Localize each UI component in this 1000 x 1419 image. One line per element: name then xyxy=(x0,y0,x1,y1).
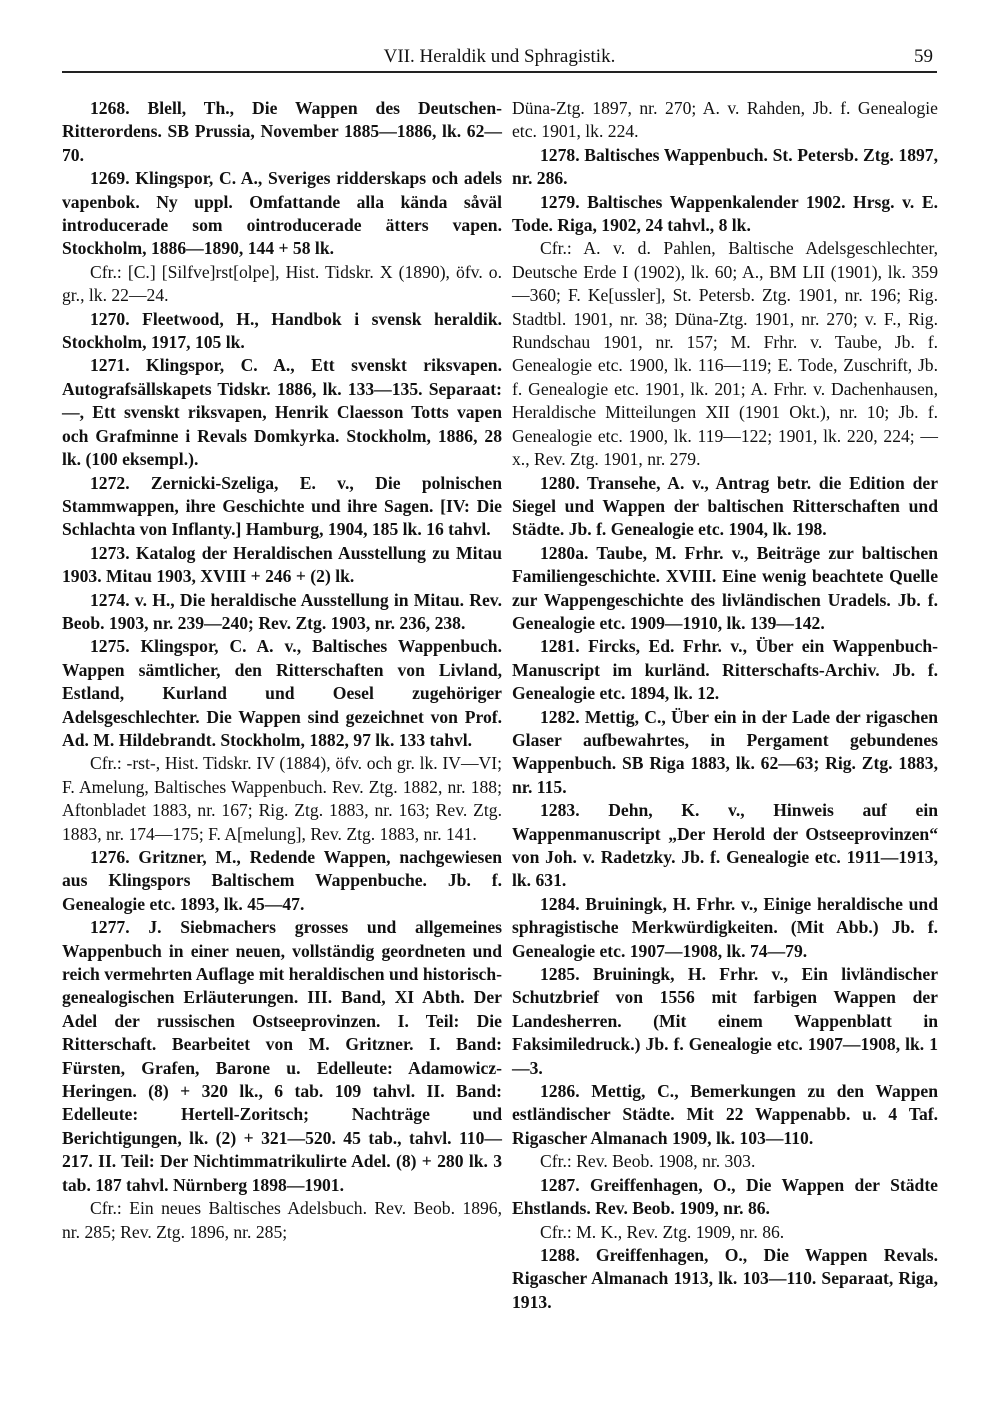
entry-text: 1280a. Taube, M. Frhr. v., Beiträge zur baltischen Familiengeschichte. XVIII. Eine wenig beachtete Quelle zur Wappengeschichte des livländischen Uradels. Jb. f. Genealogie etc. 1909—1910, lk. 139—142. xyxy=(512,542,938,633)
entry-cfr xyxy=(62,752,502,846)
entry-cfr xyxy=(62,1197,502,1244)
cfr-text: Cfr.: M. K., Rev. Ztg. 1909, nr. 86. xyxy=(540,1221,785,1242)
bibliography-entry xyxy=(62,472,502,542)
bibliography-entry xyxy=(62,916,502,1197)
entry-cfr xyxy=(512,1150,938,1173)
bibliography-entry xyxy=(62,846,502,916)
bibliography-entry xyxy=(62,308,502,355)
bibliography-entry xyxy=(62,589,502,636)
entry-text: 1278. Baltisches Wappenbuch. St. Petersb. Ztg. 1897, nr. 286. xyxy=(512,144,938,189)
bibliography-entry xyxy=(512,963,938,1080)
page-number: 59 xyxy=(914,46,933,67)
bibliography-entry xyxy=(62,635,502,752)
entry-text: 1273. Katalog der Heraldischen Ausstellung zu Mitau 1903. Mitau 1903, XVIII + 246 + (2) lk. xyxy=(62,542,502,587)
bibliography-entry xyxy=(512,1174,938,1221)
running-title: VII. Heraldik und Sphragistik. xyxy=(383,46,616,67)
cfr-text: Cfr.: A. v. d. Pahlen, Baltische Adelsgeschlechter, Deutsche Erde I (1902), lk. 60; A., BM LII (1901), lk. 359—360; F. Ke[ussler], St. Petersb. Ztg. 1901, nr. 196; Rig. Stadtbl. 1901, nr. 38; Düna-Ztg. 1901, nr. 270; v. F., Rig. Rundschau 1901, nr. 157; M. Frhr. v. Taube, Jb. f. Genealogie etc. 1900, lk. 116—119; E. Tode, Zuschrift, Jb. f. Genealogie etc. 1901, lk. 201; A. Frhr. v. Dachenhausen, Heraldische Mitteilungen XII (1901 Okt.), nr. 10; Jb. f. Genealogie etc. 1900, lk. 119—122; 1901, lk. 220, 224; —x., Rev. Ztg. 1901, nr. 279. xyxy=(512,238,938,470)
bibliography-entry xyxy=(62,354,502,471)
entry-cfr xyxy=(512,237,938,471)
entry-text: 1283. Dehn, K. v., Hinweis auf ein Wappenmanuscript „Der Herold der Ostseeprovinzen“ von Joh. v. Radetzky. Jb. f. Genealogie etc. 1911—1913, lk. 631. xyxy=(512,800,938,891)
entry-cfr xyxy=(512,1221,938,1244)
left-column xyxy=(62,97,502,1244)
entry-text: 1270. Fleetwood, H., Handbok i svensk heraldik. Stockholm, 1917, 105 lk. xyxy=(62,308,502,353)
bibliography-entry xyxy=(512,893,938,963)
right-column xyxy=(512,97,938,1314)
cfr-text: Cfr.: -rst-, Hist. Tidskr. IV (1884), öfv. och gr. lk. IV—VI; F. Amelung, Baltisches Wappenbuch. Rev. Ztg. 1882, nr. 188; Aftonbladet 1883, nr. 167; Rig. Ztg. 1883, nr. 163; Rev. Ztg. 1883, nr. 174—175; F. A[melung], Rev. Ztg. 1883, nr. 141. xyxy=(62,753,502,844)
cfr-text: Cfr.: Rev. Beob. 1908, nr. 303. xyxy=(540,1151,756,1172)
bibliography-entry xyxy=(512,472,938,542)
entry-text: 1279. Baltisches Wappenkalender 1902. Hrsg. v. E. Tode. Riga, 1902, 24 tahvl., 8 lk. xyxy=(512,191,938,236)
header-rule xyxy=(62,71,937,73)
entry-text: 1276. Gritzner, M., Redende Wappen, nachgewiesen aus Klingspors Baltischem Wappenbuche. Jb. f. Genealogie etc. 1893, lk. 45—47. xyxy=(62,847,502,914)
cfr-text: Cfr.: Ein neues Baltisches Adelsbuch. Rev. Beob. 1896, nr. 285; Rev. Ztg. 1896, nr. 285; xyxy=(62,1198,502,1242)
bibliography-entry xyxy=(62,167,502,261)
entry-text: 1271. Klingspor, C. A., Ett svenskt riksvapen. Autografsällskapets Tidskr. 1886, lk. 133—135. Separaat: —, Ett svenskt riksvapen, Henrik Claesson Totts vapen och Grafminne i Revals Domkyrka. Stockholm, 1886, 28 lk. (100 eksempl.). xyxy=(62,355,502,470)
bibliography-entry xyxy=(512,635,938,705)
entry-text: 1275. Klingspor, C. A. v., Baltisches Wappenbuch. Wappen sämtlicher, den Ritterschaften von Livland, Estland, Kurland und Oesel zugehöriger Adelsgeschlechter. Die Wappen sind gezeichnet von Prof. Ad. M. Hildebrandt. Stockholm, 1882, 97 lk. 133 tahvl. xyxy=(62,636,502,750)
entry-text: 1268. Blell, Th., Die Wappen des Deutschen-Ritterordens. SB Prussia, November 1885—1886, lk. 62—70. xyxy=(62,98,502,165)
entry-text: 1284. Bruiningk, H. Frhr. v., Einige heraldische und sphragistische Merkwürdigkeiten. (Mit Abb.) Jb. f. Genealogie etc. 1907—1908, lk. 74—79. xyxy=(512,893,938,961)
entry-text: 1274. v. H., Die heraldische Ausstellung in Mitau. Rev. Beob. 1903, nr. 239—240; Rev. Ztg. 1903, nr. 236, 238. xyxy=(62,589,502,633)
entry-text: 1281. Fircks, Ed. Frhr. v., Über ein Wappenbuch-Manuscript im kurländ. Ritterschafts-Archiv. Jb. f. Genealogie etc. 1894, lk. 12. xyxy=(512,636,938,704)
entry-text: 1282. Mettig, C., Über ein in der Lade der rigaschen Glaser aufbewahrtes, in Pergament gebundenes Wappenbuch. SB Riga 1883, lk. 62—63; Rig. Ztg. 1883, nr. 115. xyxy=(512,706,938,797)
entry-text: 1287. Greiffenhagen, O., Die Wappen der Städte Ehstlands. Rev. Beob. 1909, nr. 86. xyxy=(512,1174,938,1219)
entry-text: 1272. Zernicki-Szeliga, E. v., Die polnischen Stammwappen, ihre Geschichte und ihre Sagen. [IV: Die Schlachta von Inflanty.] Hamburg, 1904, 185 lk. 16 tahvl. xyxy=(62,472,502,540)
bibliography-entry xyxy=(512,191,938,238)
bibliography-entry xyxy=(62,97,502,167)
cfr-text: Cfr.: [C.] [Silfve]rst[olpe], Hist. Tidskr. X (1890), öfv. o. gr., lk. 22—24. xyxy=(62,261,502,306)
bibliography-entry xyxy=(512,542,938,636)
bibliography-entry xyxy=(512,799,938,893)
bibliography-entry xyxy=(512,706,938,800)
entry-text: 1286. Mettig, C., Bemerkungen zu den Wappen estländischer Städte. Mit 22 Wappenabb. u. 4 Taf. Rigascher Almanach 1909, lk. 103—110. xyxy=(512,1081,938,1148)
cfr-text: Düna-Ztg. 1897, nr. 270; A. v. Rahden, Jb. f. Genealogie etc. 1901, lk. 224. xyxy=(512,98,938,142)
entry-text: 1277. J. Siebmachers grosses und allgemeines Wappenbuch in einer neuen, vollständig geordneten und reich vermehrten Auflage mit heraldischen und historisch-genealogischen Erläuterungen. III. Band, XI Abth. Der Adel der russischen Ostseeprovinzen. I. Teil: Die Ritterschaft. Bearbeitet von M. Gritzner. I. Band: Fürsten, Grafen, Barone u. Edelleute: Adamowicz-Heringen. (8) + 320 lk., 6 tab. 109 tahvl. II. Band: Edelleute: Hertell-Zoritsch; Nachträge und Berichtigungen, lk. (2) + 321—520. 45 tab., tahvl. 110—217. II. Teil: Der Nichtimmatrikulirte Adel. (8) + 280 lk. 3 tab. 187 tahvl. Nürnberg 1898—1901. xyxy=(62,917,502,1195)
bibliography-entry xyxy=(512,1080,938,1150)
bibliography-entry xyxy=(512,1244,938,1314)
page-header xyxy=(62,40,937,70)
entry-cfr xyxy=(62,261,502,308)
entry-text: 1280. Transehe, A. v., Antrag betr. die Edition der Siegel und Wappen der baltischen Ritterschaften und Städte. Jb. f. Genealogie etc. 1904, lk. 198. xyxy=(512,472,938,540)
entry-text: 1285. Bruiningk, H. Frhr. v., Ein livländischer Schutzbrief von 1556 mit farbigen Wappen der Landesherren. (Mit einem Wappenblatt in Faksimiledruck.) Jb. f. Genealogie etc. 1907—1908, lk. 1—3. xyxy=(512,964,938,1078)
entry-cfr xyxy=(512,97,938,144)
bibliography-entry xyxy=(62,542,502,589)
bibliography-entry xyxy=(512,144,938,191)
entry-text: 1288. Greiffenhagen, O., Die Wappen Revals. Rigascher Almanach 1913, lk. 103—110. Separaat, Riga, 1913. xyxy=(512,1244,938,1312)
entry-text: 1269. Klingspor, C. A., Sveriges ridderskaps och adels vapenbok. Ny uppl. Omfattande alla kända såväl introducerade som ointroducerade ätters vapen. Stockholm, 1886—1890, 144 + 58 lk. xyxy=(62,168,502,259)
